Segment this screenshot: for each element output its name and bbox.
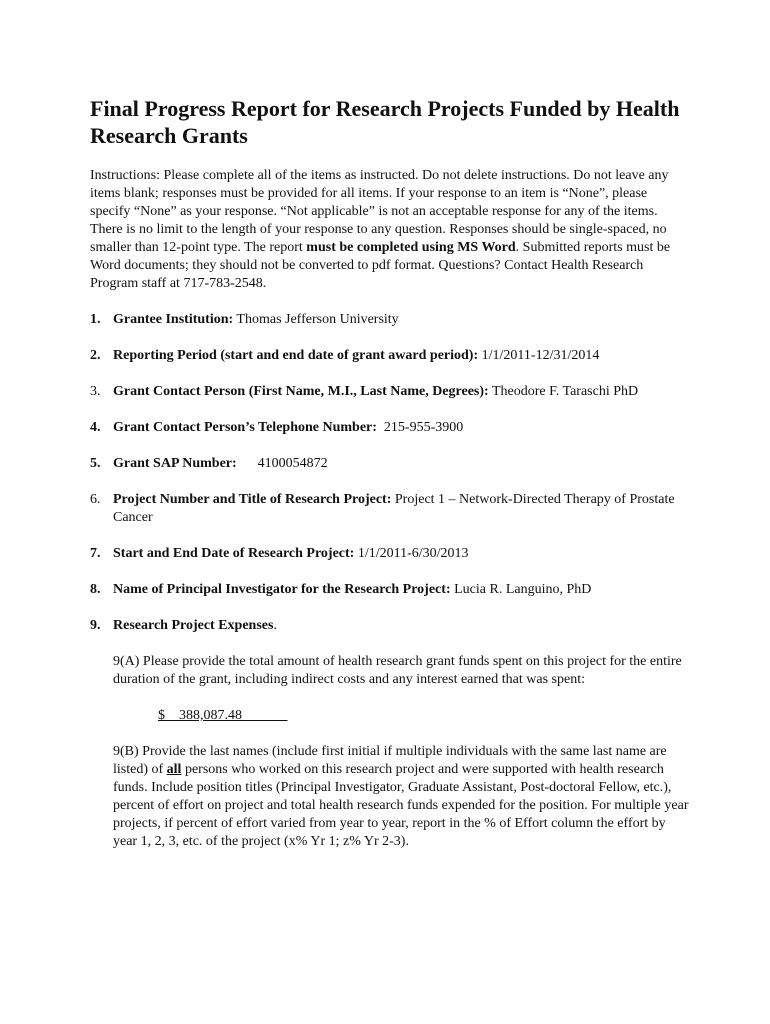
item-grant-contact-person [90, 383, 690, 401]
item-grantee-institution [90, 311, 690, 329]
item-value: 4100054872 [236, 456, 328, 471]
item-value: Theodore F. Taraschi PhD [488, 384, 639, 399]
section-9b-text-1: 9(B) Provide the last names (include first initial if multiple individuals with the same last name are listed) of [113, 744, 667, 777]
section-9b-text [113, 743, 690, 851]
item-value: . [273, 618, 277, 633]
item-grant-sap-number [90, 455, 690, 473]
item-label: Project Number and Title of Research Project: [113, 492, 392, 507]
item-value: 215-955-3900 [376, 420, 464, 435]
instructions-paragraph [90, 167, 690, 293]
total-amount-value: $ 388,087.48 [158, 708, 288, 723]
item-value: Thomas Jefferson University [233, 312, 399, 327]
item-number: 9. [90, 618, 101, 633]
section-9b-text-2: persons who worked on this research project and were supported with health research funds. Include position titles (Principal Investigator, Graduate Assistant, Post-doctoral Fellow, etc.), percent of effort on project and total health research funds expended for the position. For multiple year projects, if percent of effort varied from year to year, report in the % of Effort column the effort by year 1, 2, 3, etc. of the project (x% Yr 1; z% Yr 2-3). [113, 762, 689, 849]
instructions-bold-text: must be completed using MS Word [306, 240, 516, 255]
item-number: 1. [90, 312, 101, 327]
item-label: Grant SAP Number: [113, 456, 237, 471]
item-label: Reporting Period (start and end date of grant award period): [113, 348, 479, 363]
item-contact-telephone [90, 419, 690, 437]
item-project-dates [90, 545, 690, 563]
item-label: Name of Principal Investigator for the Research Project: [113, 582, 451, 597]
item-project-title [90, 491, 690, 527]
item-value: 1/1/2011-6/30/2013 [354, 546, 469, 561]
item-number: 8. [90, 582, 101, 597]
item-number: 7. [90, 546, 101, 561]
instructions-text-2: . Submitted reports must be Word documents; they should not be converted to pdf format. Questions? Contact Health Research Program staff at 717-783-2548. [90, 240, 671, 291]
item-value: Lucia R. Languino, PhD [450, 582, 592, 597]
item-value: Project 1 – Network-Directed Therapy of Prostate Cancer [113, 492, 675, 525]
item-project-expenses [90, 617, 690, 635]
item-number: 3. [90, 384, 101, 399]
item-reporting-period [90, 347, 690, 365]
item-number: 5. [90, 456, 101, 471]
instructions-text-1: Instructions: Please complete all of the items as instructed. Do not delete instructions. Do not leave any items blank; responses must be provided for all items. If your response to an item is “None”, please specify “None” as your response. “Not applicable” is not an acceptable response for any of the items. There is no limit to the length of your response to any question. Responses should be single-spaced, no smaller than 12-point type. The report [90, 168, 669, 255]
item-number: 6. [90, 492, 101, 507]
total-amount [158, 707, 690, 725]
item-label: Research Project Expenses [113, 618, 274, 633]
document-page [90, 95, 690, 869]
section-9b-underlined: all [166, 762, 182, 777]
item-number: 4. [90, 420, 101, 435]
item-value: 1/1/2011-12/31/2014 [478, 348, 600, 363]
item-principal-investigator [90, 581, 690, 599]
item-number: 2. [90, 348, 101, 363]
item-label: Grant Contact Person’s Telephone Number: [113, 420, 377, 435]
item-label: Grantee Institution: [113, 312, 234, 327]
section-9a-text: 9(A) Please provide the total amount of health research grant funds spent on this project for the entire duration of the grant, including indirect costs and any interest earned that was spent: [113, 654, 682, 687]
item-label: Start and End Date of Research Project: [113, 546, 355, 561]
page-title: Final Progress Report for Research Projects Funded by Health Research Grants [90, 96, 680, 148]
item-label: Grant Contact Person (First Name, M.I., Last Name, Degrees): [113, 384, 489, 399]
